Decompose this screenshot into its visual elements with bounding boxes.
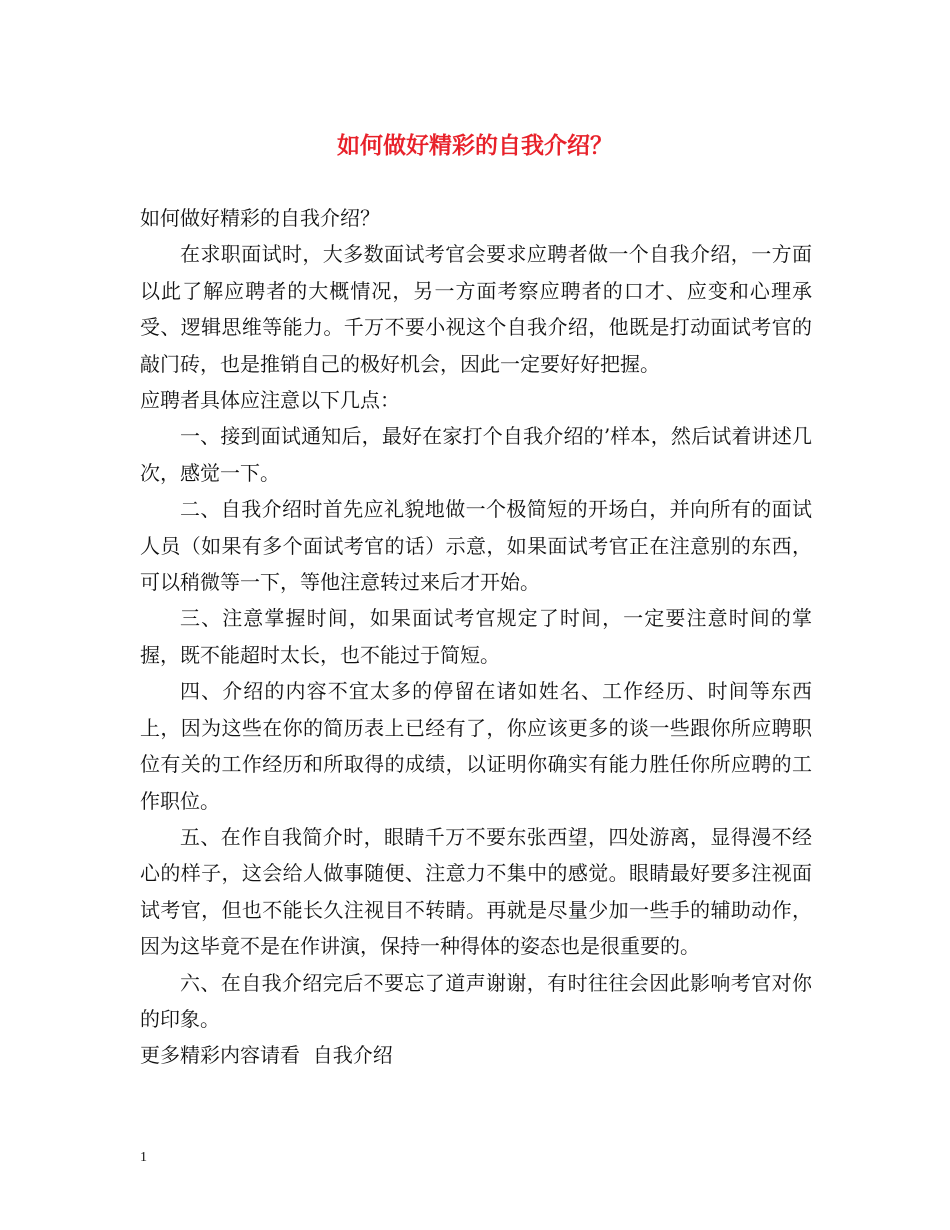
paragraph-point-3: 三、注意掌握时间，如果面试考官规定了时间，一定要注意时间的掌握，既不能超时太长，也不能过于简短。	[140, 606, 812, 667]
page-number: 1	[140, 1150, 147, 1165]
paragraph-point-6: 六、在自我介绍完后不要忘了道声谢谢，有时往往会因此影响考官对你的印象。	[140, 970, 812, 1031]
paragraph-intro: 在求职面试时，大多数面试考官会要求应聘者做一个自我介绍，一方面以此了解应聘者的大概情况，另一方面考察应聘者的口才、应变和心理承受、逻辑思维等能力。千万不要小视这个自我介绍，他既是打动面试考官的敲门砖，也是推销自己的极好机会，因此一定要好好把握。	[140, 242, 812, 376]
document-body	[140, 200, 812, 1074]
paragraph-point-5: 五、在作自我简介时，眼睛千万不要东张西望，四处游离，显得漫不经心的样子，这会给人做事随便、注意力不集中的感觉。眼睛最好要多注视面试考官，但也不能长久注视目不转睛。再就是尽量少加一些手的辅助动作，因为这毕竟不是在作讲演，保持一种得体的姿态也是很重要的。	[140, 824, 812, 959]
paragraph-point-1: 一、接到面试通知后，最好在家打个自我介绍的’样本，然后试着讲述几次，感觉一下。	[140, 424, 812, 485]
document-title: 如何做好精彩的自我介绍？	[337, 132, 613, 159]
more-content-link: 更多精彩内容请看 自我介绍	[140, 1043, 393, 1068]
paragraph-point-2: 二、自我介绍时首先应礼貌地做一个极简短的开场白，并向所有的面试人员（如果有多个面试考官的话）示意，如果面试考官正在注意别的东西，可以稍微等一下，等他注意转过来后才开始。	[140, 497, 812, 595]
subtitle: 如何做好精彩的自我介绍？	[140, 206, 380, 230]
paragraph-point-4: 四、介绍的内容不宜太多的停留在诸如姓名、工作经历、时间等东西上，因为这些在你的简历表上已经有了，你应该更多的谈一些跟你所应聘职位有关的工作经历和所取得的成绩，以证明你确实有能力胜任你所应聘的工作职位。	[140, 679, 812, 813]
lead-in: 应聘者具体应注意以下几点：	[140, 388, 400, 413]
